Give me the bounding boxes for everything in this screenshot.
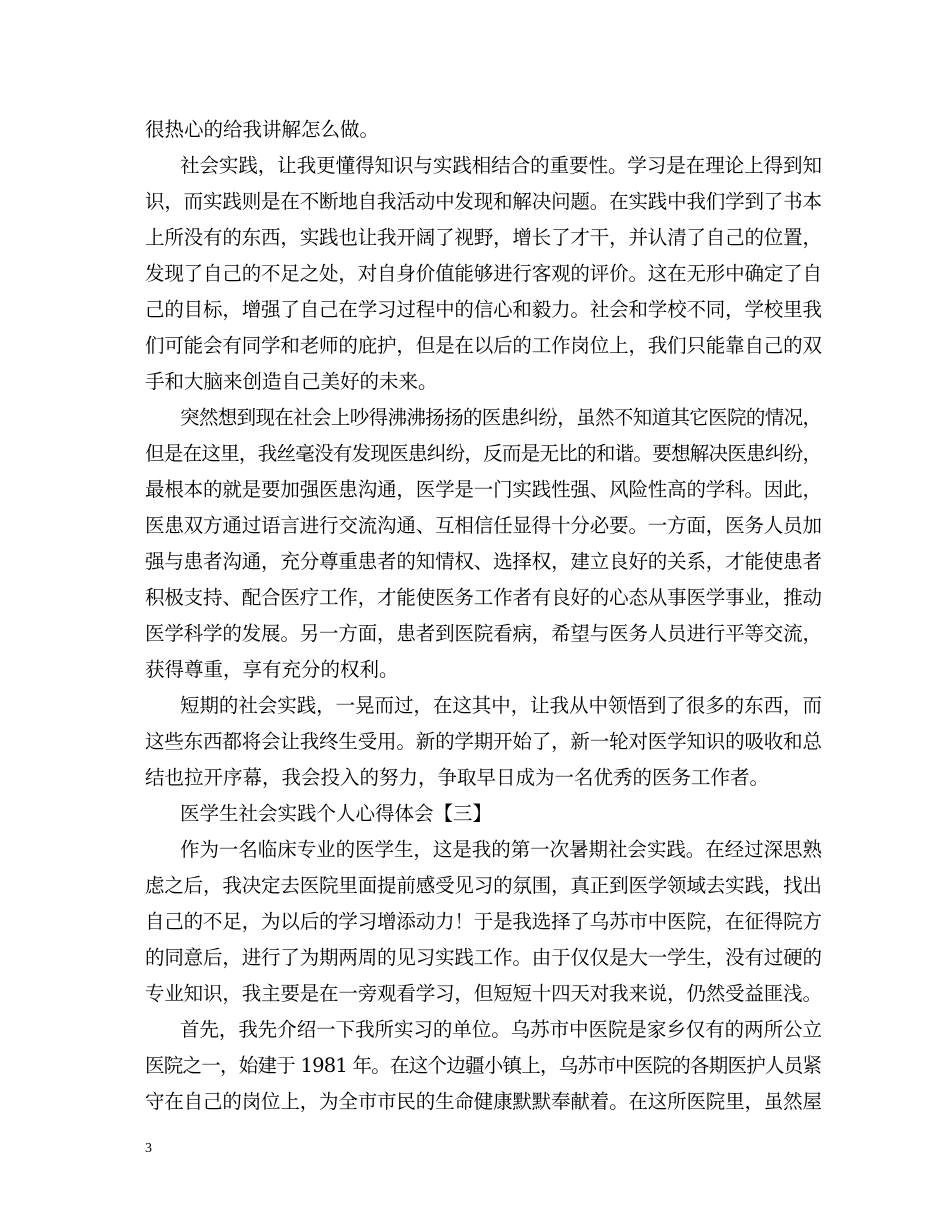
text-line-content: 的同意后，进行了为期两周的见习实践工作。由于仅仅是大一学生，没有过硬的 <box>145 946 822 969</box>
text-line-content: 医院之一，始建于 1981 年。在这个边疆小镇上，乌苏市中医院的各期医护人员紧 <box>145 1054 822 1077</box>
text-line-content: 发现了自己的不足之处，对自身价值能够进行客观的评价。这在无形中确定了自 <box>145 262 822 285</box>
text-line-content: 医学科学的发展。另一方面，患者到医院看病，希望与医务人员进行平等交流， <box>145 622 822 645</box>
text-line-content: 识，而实践则是在不断地自我活动中发现和解决问题。在实践中我们学到了书本 <box>145 190 822 213</box>
text-line-content: 医学生社会实践个人心得体会【三】 <box>180 802 493 825</box>
text-line-content: 获得尊重，享有充分的权利。 <box>145 658 399 681</box>
text-line-content: 专业知识，我主要是在一旁观看学习，但短短十四天对我来说，仍然受益匪浅。 <box>145 982 822 1005</box>
text-line-content: 但是在这里，我丝毫没有发现医患纠纷，反而是无比的和谐。要想解决医患纠纷， <box>145 442 822 465</box>
text-line-content: 强与患者沟通，充分尊重患者的知情权、选择权，建立良好的关系，才能使患者 <box>145 550 822 573</box>
text-line-content: 上所没有的东西，实践也让我开阔了视野，增长了才干，并认清了自己的位置， <box>145 226 822 249</box>
text-line-content: 手和大脑来创造自己美好的未来。 <box>145 370 438 393</box>
text-line-content: 社会实践，让我更懂得知识与实践相结合的重要性。学习是在理论上得到知 <box>180 154 822 177</box>
text-line-content: 作为一名临床专业的医学生，这是我的第一次暑期社会实践。在经过深思熟 <box>180 838 822 861</box>
text-line-content: 医患双方通过语言进行交流沟通、互相信任显得十分必要。一方面，医务人员加 <box>145 514 822 537</box>
text-line-content: 们可能会有同学和老师的庇护，但是在以后的工作岗位上，我们只能靠自己的双 <box>145 334 822 357</box>
text-line-content: 积极支持、配合医疗工作，才能使医务工作者有良好的心态从事医学事业，推动 <box>145 586 822 609</box>
text-line-content: 这些东西都将会让我终生受用。新的学期开始了，新一轮对医学知识的吸收和总 <box>145 730 822 753</box>
text-line-content: 自己的不足，为以后的学习增添动力！于是我选择了乌苏市中医院，在征得院方 <box>145 910 822 933</box>
text-line-content: 很热心的给我讲解怎么做。 <box>145 118 380 141</box>
text-line-content: 虑之后，我决定去医院里面提前感受见习的氛围，真正到医学领域去实践，找出 <box>145 874 822 897</box>
text-line-content: 守在自己的岗位上，为全市市民的生命健康默默奉献着。在这所医院里，虽然屋 <box>145 1090 822 1113</box>
text-line-content: 首先，我先介绍一下我所实习的单位。乌苏市中医院是家乡仅有的两所公立 <box>180 1018 822 1041</box>
text-line-content: 结也拉开序幕，我会投入的努力，争取早日成为一名优秀的医务工作者。 <box>145 766 770 789</box>
text-line-content: 短期的社会实践，一晃而过，在这其中，让我从中领悟到了很多的东西，而 <box>180 694 822 717</box>
text-line-content: 最根本的就是要加强医患沟通，医学是一门实践性强、风险性高的学科。因此， <box>145 478 822 501</box>
text-line-content: 己的目标，增强了自己在学习过程中的信心和毅力。社会和学校不同，学校里我 <box>145 298 822 321</box>
page-number: 3 <box>145 1141 152 1156</box>
text-line-content: 突然想到现在社会上吵得沸沸扬扬的医患纠纷，虽然不知道其它医院的情况， <box>180 406 822 429</box>
